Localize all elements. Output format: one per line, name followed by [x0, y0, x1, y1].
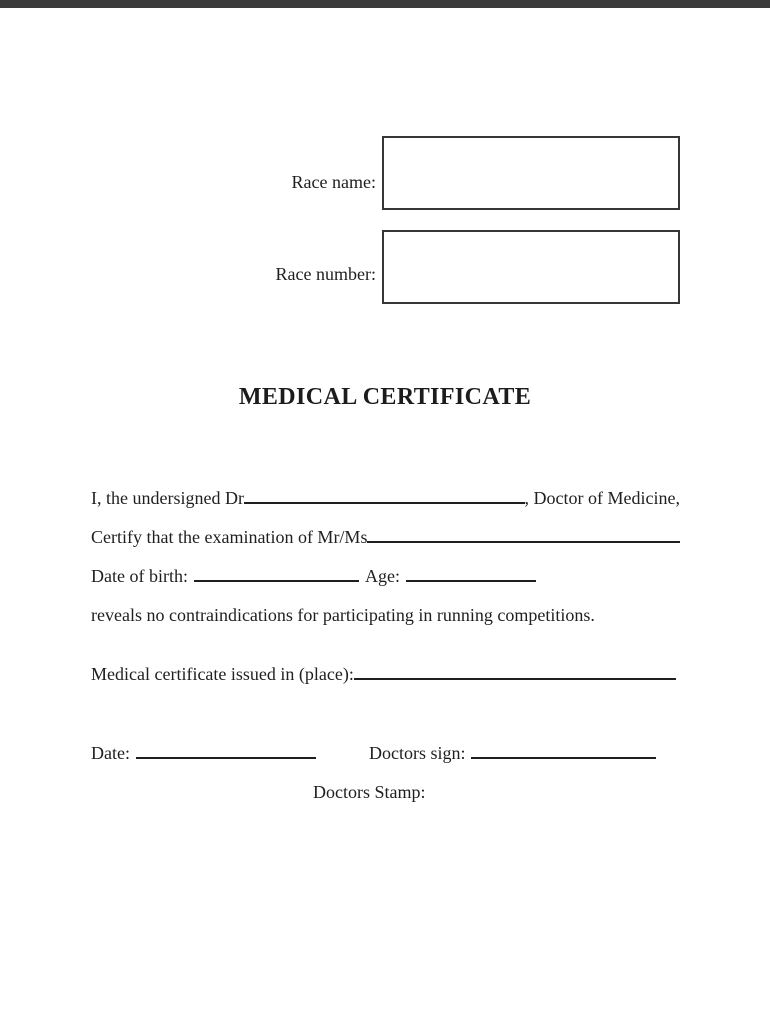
no-contraindications-text: reveals no contraindications for participating in running competitions. [91, 605, 595, 625]
date-sign-line [91, 742, 656, 764]
race-number-label: Race number: [275, 264, 376, 284]
examinee-name-blank[interactable] [367, 541, 680, 543]
race-number-field[interactable] [382, 230, 680, 304]
race-name-field[interactable] [382, 136, 680, 210]
doctors-sign-label: Doctors sign: [368, 743, 466, 763]
certify-line [91, 526, 680, 548]
dob-age-line [91, 565, 536, 587]
certificate-title: MEDICAL CERTIFICATE [238, 384, 532, 410]
age-blank[interactable] [406, 580, 536, 582]
undersigned-suffix-label: , Doctor of Medicine, [524, 488, 680, 508]
doctor-name-blank[interactable] [244, 502, 525, 504]
doctors-sign-blank[interactable] [471, 757, 656, 759]
place-blank[interactable] [354, 678, 676, 680]
dob-label: Date of birth: [91, 566, 188, 586]
race-name-label: Race name: [291, 172, 376, 192]
date-label: Date: [91, 743, 130, 763]
dob-blank[interactable] [194, 580, 359, 582]
place-line [91, 663, 676, 685]
top-edge-bar [0, 0, 770, 8]
certify-label: Certify that the examination of Mr/Ms [91, 527, 368, 547]
undersigned-prefix-label: I, the undersigned Dr [91, 488, 244, 508]
doctors-stamp-label: Doctors Stamp: [313, 782, 426, 802]
age-label: Age: [364, 566, 400, 586]
undersigned-line [91, 487, 680, 509]
date-blank[interactable] [136, 757, 316, 759]
place-label: Medical certificate issued in (place): [91, 664, 354, 684]
